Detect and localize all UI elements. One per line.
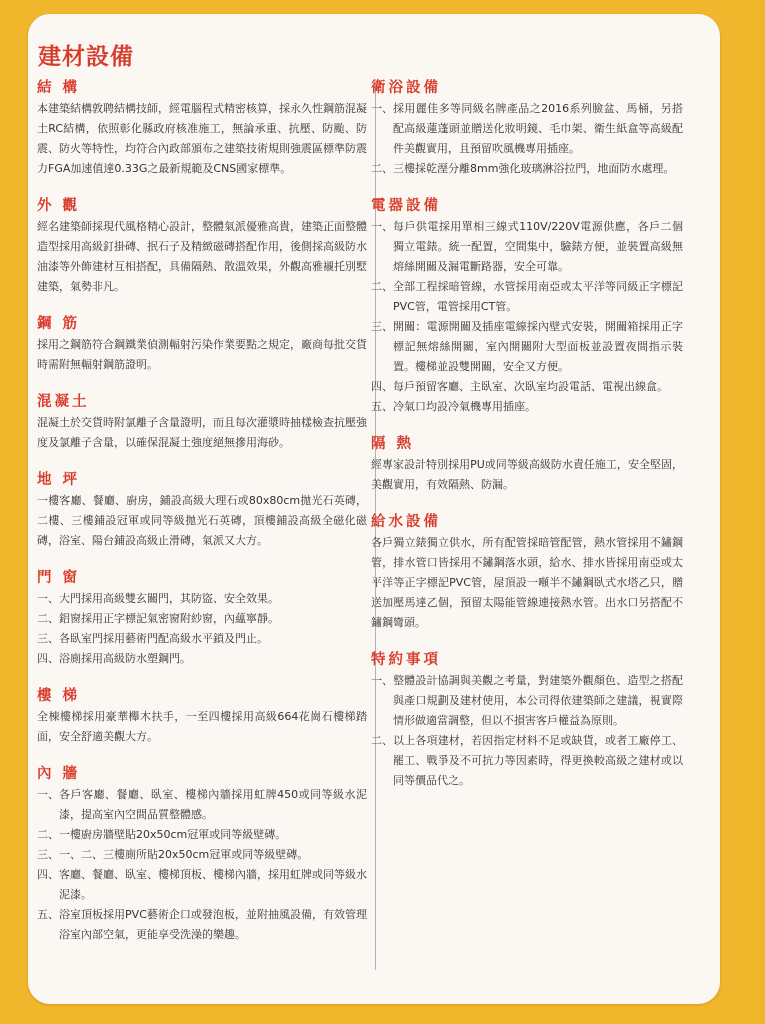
right-column xyxy=(371,76,683,806)
section-text: 採用之鋼筋符合鋼鐵業偵測輻射污染作業要點之規定，廠商每批交貨時需附無輻射鋼筋證明。 xyxy=(37,338,367,371)
item-number: 二、 xyxy=(371,734,393,747)
section-interior-walls xyxy=(37,762,367,945)
item-number: 一、 xyxy=(37,592,59,605)
item-number: 四、 xyxy=(371,380,393,393)
section-heading: 外 觀 xyxy=(37,198,81,214)
item-text: 開關：電源開關及插座電線採內壁式安裝，開關箱採用正字標記無熔絲開關，室內開關附大型面板並設置夜間指示裝置。樓梯並設雙開關，安全又方便。 xyxy=(393,320,683,373)
list-item xyxy=(37,589,367,609)
section-doors-windows xyxy=(37,566,367,669)
list-item xyxy=(371,731,683,791)
section-structure xyxy=(37,76,367,179)
list-item xyxy=(371,397,683,417)
section-flooring xyxy=(37,468,367,551)
item-text: 各戶客廳、餐廳、臥室、樓梯內牆採用虹牌450或同等級水泥漆，提高室內空間品質整體感。 xyxy=(59,788,367,821)
section-heading: 鋼 筋 xyxy=(37,316,81,332)
list-item xyxy=(371,217,683,277)
item-text: 一樓廚房牆壁貼20x50cm冠軍或同等級壁磚。 xyxy=(59,828,287,841)
list-item xyxy=(37,609,367,629)
section-text: 混凝土於交貨時附氯離子含量證明，而且每次灌漿時抽樣檢查抗壓強度及氯離子含量，以確保混凝土強度絕無摻用海砂。 xyxy=(37,416,367,449)
section-text: 經專家設計特別採用PU或同等級高級防水責任施工，安全堅固，美觀實用，有效隔熱、防漏。 xyxy=(371,458,683,491)
item-text: 整體設計協調與美觀之考量，對建築外觀顏色、造型之搭配與產口規劃及建材使用，本公司得依建築師之建議，視實際情形做適當調整，但以不損害客戶權益為原則。 xyxy=(393,674,683,727)
item-number: 二、 xyxy=(37,612,59,625)
item-number: 一、 xyxy=(371,220,393,233)
section-insulation xyxy=(371,432,683,495)
list-item xyxy=(37,845,367,865)
item-text: 一、二、三樓廁所貼20x50cm冠軍或同等級壁磚。 xyxy=(59,848,309,861)
item-text: 採用麗佳多等同級名牌產品之2016系列臉盆、馬桶，另搭配高級蓮蓬頭並贈送化妝明鏡、毛巾架、衛生紙盒等高級配件美觀實用，且預留吹風機專用插座。 xyxy=(393,102,683,155)
item-number: 一、 xyxy=(371,102,393,115)
item-text: 全部工程採暗管線，水管採用南亞或太平洋等同級正字標記PVC管，電管採用CT管。 xyxy=(393,280,683,313)
list-item xyxy=(37,649,367,669)
left-column xyxy=(37,76,367,960)
section-heading: 混凝土 xyxy=(37,394,90,410)
section-exterior xyxy=(37,194,367,297)
item-text: 以上各項建材，若因指定材料不足或缺貨，或者工廠停工、罷工、戰爭及不可抗力等因素時，得更換較高級之建材或以同等價品代之。 xyxy=(393,734,683,787)
item-number: 四、 xyxy=(37,652,59,665)
section-heading: 門 窗 xyxy=(37,570,81,586)
section-heading: 內 牆 xyxy=(37,766,81,782)
section-heading: 特約事項 xyxy=(371,652,441,668)
item-text: 浴廁採用高級防水塑鋼門。 xyxy=(59,652,191,665)
list-item xyxy=(37,865,367,905)
item-text: 每戶預留客廳、主臥室、次臥室均設電話、電視出線盒。 xyxy=(393,380,668,393)
item-text: 鋁窗採用正字標記氣密窗附紗窗，內蘊寧靜。 xyxy=(59,612,279,625)
item-number: 五、 xyxy=(371,400,393,413)
item-text: 每戶供電採用單相三線式110V/220V電源供應，各戶二個獨立電錶。統一配置，空間集中，驗錶方便，並裝置高級無熔絲開關及漏電斷路器，安全可靠。 xyxy=(393,220,683,273)
section-text: 各戶獨立錶獨立供水，所有配管採暗管配管，熱水管採用不鏽鋼管，排水管口皆採用不鏽鋼落水頭，給水、排水皆採用南亞或太平洋等正字標記PVC管，屋頂設一噸半不鏽鋼臥式水塔乙只，贈送加壓馬達乙個，預留太陽能管線連接熱水管。出水口另搭配不鏽鋼彎頭。 xyxy=(371,536,683,629)
section-heading: 隔 熱 xyxy=(371,436,415,452)
section-heading: 樓 梯 xyxy=(37,688,81,704)
item-text: 浴室頂板採用PVC藝術企口或發泡板，並附抽風設備，有效管理浴室內部空氣，更能享受洗澡的樂趣。 xyxy=(59,908,367,941)
item-number: 二、 xyxy=(37,828,59,841)
section-heading: 結 構 xyxy=(37,80,81,96)
section-special-terms xyxy=(371,648,683,791)
item-number: 三、 xyxy=(37,632,59,645)
item-text: 大門採用高級雙玄關門，其防盜、安全效果。 xyxy=(59,592,279,605)
section-electrical xyxy=(371,194,683,417)
list-item xyxy=(371,671,683,731)
item-number: 五、 xyxy=(37,908,59,921)
list-item xyxy=(371,377,683,397)
section-text: 經名建築師採現代風格精心設計，整體氣派優雅高貴，建築正面整體造型採用高級釘掛磚、抿石子及精緻磁磚搭配作用，後側採高級防水油漆等外飾建材互相搭配，具備隔熱、散溫效果，外觀高雅襯托別墅建築，氣勢非凡。 xyxy=(37,220,367,293)
list-item xyxy=(37,905,367,945)
section-heading: 電器設備 xyxy=(371,198,441,214)
section-text: 本建築結構敦聘結構技師，經電腦程式精密核算，採永久性鋼筋混凝土RC結構，依照彰化縣政府核准施工，無論承重、抗壓、防颱、防震、防火等特性，均符合內政部頒布之建築技術規則強震區標準防震力FGA加速值達0.33G之最新規範及CNS國家標準。 xyxy=(37,102,367,175)
section-rebar xyxy=(37,312,367,375)
item-number: 二、 xyxy=(371,162,393,175)
section-text: 全棟樓梯採用豪華櫸木扶手，一至四樓採用高級664花崗石樓梯踏面，安全舒適美觀大方。 xyxy=(37,710,367,743)
item-number: 四、 xyxy=(37,868,59,881)
page-title: 建材設備 xyxy=(38,44,134,70)
item-number: 一、 xyxy=(37,788,59,801)
list-item xyxy=(371,159,683,179)
item-text: 三樓採乾溼分離8mm強化玻璃淋浴拉門，地面防水處理。 xyxy=(393,162,675,175)
list-item xyxy=(37,629,367,649)
item-number: 一、 xyxy=(371,674,393,687)
section-text: 一樓客廳、餐廳、廚房，鋪設高級大理石或80x80cm拋光石英磚，二樓、三樓鋪設冠軍或同等級拋光石英磚，頂樓鋪設高級全磁化磁磚，浴室、陽台鋪設高級止滑磚，氣派又大方。 xyxy=(37,494,367,547)
section-heading: 給水設備 xyxy=(371,514,441,530)
section-concrete xyxy=(37,390,367,453)
section-water-supply xyxy=(371,510,683,633)
section-stairs xyxy=(37,684,367,747)
item-number: 三、 xyxy=(37,848,59,861)
section-bathroom xyxy=(371,76,683,179)
item-number: 二、 xyxy=(371,280,393,293)
item-text: 冷氣口均設冷氣機專用插座。 xyxy=(393,400,536,413)
item-text: 客廳、餐廳、臥室、樓梯頂板、樓梯內牆，採用虹牌或同等級水泥漆。 xyxy=(59,868,367,901)
list-item xyxy=(371,317,683,377)
list-item xyxy=(371,99,683,159)
section-heading: 衛浴設備 xyxy=(371,80,441,96)
list-item xyxy=(37,825,367,845)
list-item xyxy=(37,785,367,825)
item-number: 三、 xyxy=(371,320,393,333)
section-heading: 地 坪 xyxy=(37,472,81,488)
item-text: 各臥室門採用藝術門配高級水平鎖及門止。 xyxy=(59,632,268,645)
list-item xyxy=(371,277,683,317)
